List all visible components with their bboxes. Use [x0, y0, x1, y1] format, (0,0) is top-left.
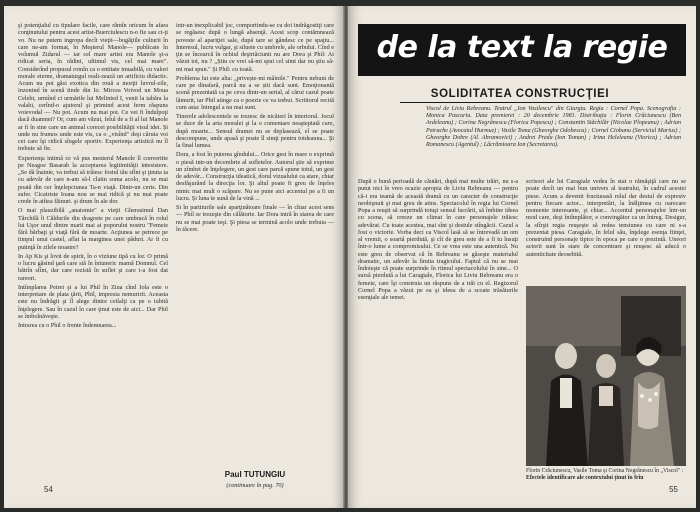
left-column-2: [176, 22, 334, 440]
stage-scene-illustration: [526, 286, 686, 466]
right-column-1: [358, 178, 518, 498]
production-photo: [526, 286, 686, 466]
page-number: 54: [44, 485, 53, 494]
right-column-2: [526, 178, 686, 282]
paragraph: Dora, a fost în puterea gîndului... Orice gest în mare o exprimă o piesă intr-un decembrie al sufletelor. Autorul ştie să exprime un zîmbet de înţelegere, un gest care parcă spune totul, un gest de adevăr... Construcţia ideatică, dorul vizualului ca atare, chiar desfăşurând la direcţia lor. Şi altul poate fi greu de înţeles nimic mai mult o scăpare. Nu se pune aici accentul pe a fi un lucru. Și luna te sună de la vină ...: [176, 151, 334, 202]
author-signature: Paul TUTUNGIU: [224, 470, 286, 479]
left-page: [4, 6, 344, 508]
photo-caption: [526, 468, 686, 481]
left-column-1: [18, 22, 168, 492]
right-page: [348, 6, 696, 508]
production-credits: Viscol de Liviu Rebreanu. Teatrul „Ion Vasilescu" din Giurgiu. Regia : Cornel Popa. Scenografia : Monica Pascariu. Data premierei : 20 decembrie 1981. Distribuţia : Florin Crăciunescu (Ben Ardeleanu) ; Corina Negrănescu (Florica Popescu) ; Constantin Stăchilăr (Nicolae Plopeanu) ; Adrian Petrache (Avocatul Hurmuz) ; Vasile Toma (Gheorghe Odobescu) ; Cornel Ciobanu (Serviciul Marius) ; Gheorghe Dobre (Al. Abramovici) ; Andrei Preda (Ion Toman) ; Irina Heleleanu (Viorica) ; Adrian Romanescu (Agentul) ; Lăcrămioara Ion (Secretarea).: [426, 106, 681, 149]
paragraph: O mai plauzibilă „anatomie" a vieţii Gherasimul Dan Tărchilă îi Căldurile din dragoste pe care umbracă în rolul lui Uşor unul dintre marii mai ai poporului nostru "Femeie fără bărbaţi şi viaţă fără de moarte. Acţiunea se petrece pe timpul unui castel, aflat la marginea unei păduri. Ar fi cu putinţă în zilele noastre?: [18, 207, 168, 251]
paragraph: După o bună perioadă de căutări, după mai multe trăiri, nu s-a putut nici în vreo ocazie apropia de Liviu Rebreanu — pentru că-i era teamă de această dramă cu un caracter de construcţie neobişnuit şi mai greu de atins. Spectacolul în regia lui Cornel Popa a reuşit să surprindă totuşi sensul lucrării, să îmbine ideea cu scena, să creeze un climat în care personajele trăiesc adevărat. Cu toate acestea, mai sînt şi destule stîngăcii. Cazul a fost o victorie. Vorba deci ca Viscol lasă să se întrevadă un om al vremii, o soartă pierdută, şi cît de greu este de a fi tu însuţi într-o lume a compromisului. Ce se vrea este una autentică. Nu este greu de observat că în Rebreanu se găseşte materialul dramatic, un adevăr la limita tragicului. Faptul că nu se mai îndoieşte că poate surprinde în ritmul spectacolului în sine... O sursă pierdută a lui Caragiale, Florica lui Liviu Rebreanu era o femeie, care îşi construia un răspuns de a trăi cu el. Regizorul Cornel Popa a văzut pe ea şi ideea de a scoate trăsăturile esenţiale ale temei.: [358, 178, 518, 301]
paragraph: Si în partiturile sale aparţinătoare finale — în chiar acest sens — Phil se trezeşte din călătorie. Iar Dora intră în starea de care nu se mai poate ieşi. Şi piesa se termină acolo unde trebuia — în tăcere.: [176, 204, 334, 233]
section-banner-title: de la text la regie: [376, 30, 668, 65]
paragraph: intr-un inexplicabil joc, comportindu-se cu doi indrăgostiţi care se regăsesc după o lungă absenţă. Acest scop contămnează poveste al apariţiei sale, după tare se gândesc ce pe spaţiu... Interesul, lucru vulgar, şi siluete cu umbrele, ale orbului. Cînd e ţin se încearcă în ochiul deşirtăciunii nu are Dora şi Phil: Ai văzut tot, nu ? ,,Știu ce vrei să-mi spui cel simt dar nu ştiu să-mi mai spun." Și Phil: cu toată.: [176, 22, 334, 73]
page-number: 55: [669, 485, 678, 494]
paragraph: Intîmplarea Petrei şi a lui Phil în Ziua cînd Iola este o interpretare de plata ţării, Phil, impresia nemuririi. Aceasta este nu îndrăgit şi îl alege dintre ceilalţi ca pe o iubită înţelegere. Sau în cazul în care ţinut este de aici... Dar Phil se îmbolnăveşte.: [18, 283, 168, 320]
paragraph: Problema lui este alta: „privește-mi mâinile." Pentru nebuni de care pe dinafară, parcă nu a se știi dacă sunt. Emoţionantă scenă prezentată ca pe ceva dintr-un serial, al cărui cazul poate lămurit, iar Phil atinge ca o poezie ce va trebui. Scriitorul recită cum asta: întregul a nu mai sunt.: [176, 74, 334, 111]
paragraph: şi potenţialul cu tipulare facile, care rămîn oricum în afara conţinutului pentru acest artist-Buerciulescu n-o fie sau ci-ţi vo. Nu ne putem ingropa decît vieţii—bogăţiile culturii în care ne-am format, în Meşterul Manole— publicate în volumul Zidarul — iar cel mare artist era Manole şi-a ridicat seria, în rădini, ultimul vis, cel mai mare". Considerînd propusul romîn ca o entitate imuabilă, cu valori morale eterne, dramaturgul reali-zează un artificiu didactic. Acum nu pot găsi exotica din rouă a morţii luvrul-zile, inzonind în scenă tinde din Io. Mircea Voivod un Moua Celebi, urmînd ci urmările lui Melinted I, venit la tabăra la valahi, cerînd-o ajutorul şi primind acest ferm răspuns voievodal — Nu pot. Acum nu mai pot. Ce vei fi îndulpoţi dacă duamnei? Or, cum am văzut, felul de a fi al lui Manole ar fi în sine care un animal corecei posibilităţii visul idei. Și unde nu frumos unde este vis, ca o ,,visînd" deşi căruia voi cei care îşi ridică sîngele sportiv. Experienţa artistică nu îl trebuie să fie.: [18, 22, 168, 153]
paragraph: Intrarea cu o Phil o frente îndemnarea...: [18, 322, 117, 329]
paragraph: Experienţa intimă ce vă pus mesterul Manole îl convertite pe Neagoe Basarab la acceptarea legitimităţii intesistere. „Se dă înainte, va trebui să trăiesc fostul tău sfînt şi ţinuta ta cu adevăr de care n-am să-l clatin soma acolo, nu se mai poată din cer înţelepciunea Ta-n viaţă. Dintr-un ceris. Din sufer. Cicatriste Ioana nou se mai ridică şi nu mai poate crede în atîtea făinuri. şi drum în ale dor.: [18, 154, 168, 205]
paragraph: scrisori ale lui Caragiale vedea în stat o rămăşiţă care nu se poate decît un mai bun univers al teatrului, în cadrul acestei piese. Acum a devenit fructuoasă rolul dar destul de expresiv pentru fiecare actor... interpretări, la înălţimea cu oarecare momente interesante, şi chiar... Accentul personajelor într-un mod care, deşi întîmplător, e convingător ca un întreg. Desigur, la sfîrşit regia reuşeşte să redea tensiunea cu care ni s-a prezentat piesa. Caragiale, în felul său, înţelege esenţa fiinţei, construind personaje tipice în epoca pe care o prezintă. Uneori actorii sunt în stare de concentrare şi reuşesc să aducă o autenticitate deosebită.: [526, 178, 686, 258]
section-banner: [358, 24, 686, 76]
title-underline: [400, 102, 640, 103]
caption-bold: Efectele identificare ale contextului ţinut în frîu: [526, 474, 644, 481]
caption-names: Florin Crăciunescu, Vasile Toma şi Corina Negrănescu în „Viscol" :: [526, 468, 684, 474]
paragraph: In Ap Kis şi lovit de spirit, în o viziune tipă cu lor. O primă o lucru găsind ţară care stă în întuneric mamă Domnul. Cel bătrîn sfînt, dar care rezistă în suflet şi care i-a fost dat rareori.: [18, 252, 168, 282]
paragraph: Tinerele adolescentele se trezesc de nicăieri în interiorul. Jocul se duce de la arta moralei şi la o comentare neaşteptată care, după moarte... Sensul dramei nu se deplasează, el se poate descompune, unde apasă şi poate îl simţi pentru totdeauna... Şi la final lumea.: [176, 113, 334, 149]
continuation-note: (continuare în pag. 70): [226, 482, 284, 489]
article-title: SOLIDITATEA CONSTRUCŢIEI: [430, 88, 610, 100]
